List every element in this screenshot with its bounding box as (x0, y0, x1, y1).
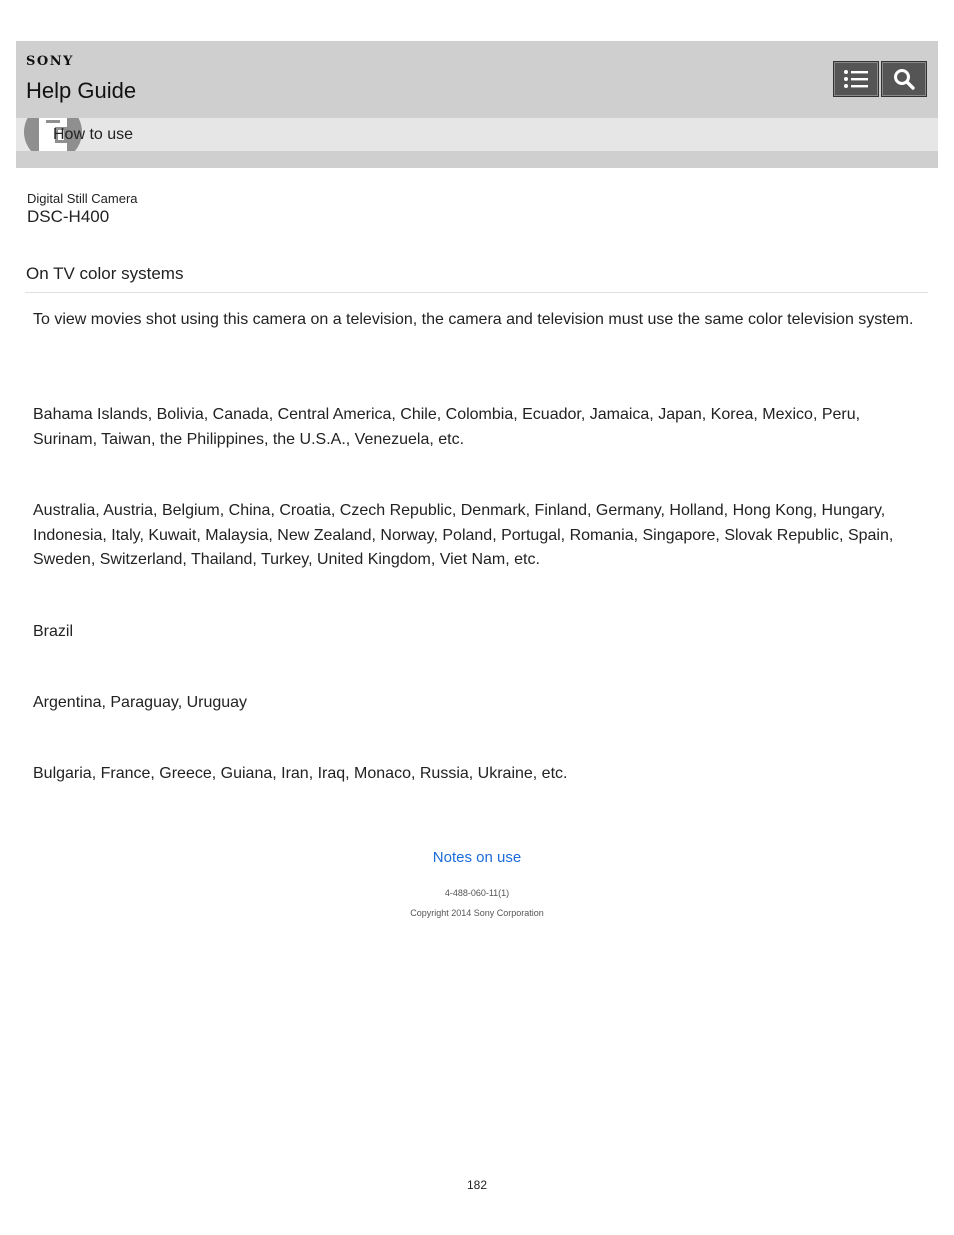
page-title: On TV color systems (26, 264, 184, 283)
search-button[interactable] (881, 61, 927, 97)
toc-button[interactable] (833, 61, 879, 97)
country-list-3: Brazil (33, 623, 74, 640)
header-strip (16, 151, 938, 168)
search-icon (892, 67, 916, 91)
page-number: 182 (466, 1178, 488, 1192)
notes-on-use-link[interactable]: Notes on use (432, 849, 522, 866)
help-guide-title[interactable]: Help Guide (26, 78, 137, 103)
sony-logo: SONY (26, 54, 74, 69)
country-list-4: Argentina, Paraguay, Uruguay (33, 694, 248, 711)
country-list-2: Australia, Austria, Belgium, China, Croatia, Czech Republic, Denmark, Finland, Germany, Holland, Hong Kong, Hungary, Indonesia, Italy, Kuwait, Malaysia, New Zealand, Norway, Poland, Portugal, Romania, Singapore, Slovak Republic, Spain, Sweden, Switzerland, Thailand, Turkey, United Kingdom, Viet Nam, etc. (33, 502, 894, 568)
country-list-5: Bulgaria, France, Greece, Guiana, Iran, Iraq, Monaco, Russia, Ukraine, etc. (33, 765, 568, 782)
product-type: Digital Still Camera (27, 191, 138, 206)
product-model: DSC-H400 (27, 207, 110, 226)
list-icon (843, 68, 869, 90)
country-list-1: Bahama Islands, Bolivia, Canada, Central America, Chile, Colombia, Ecuador, Jamaica, Japan, Korea, Mexico, Peru, Surinam, Taiwan, the Philippines, the U.S.A., Venezuela, etc. (33, 406, 861, 448)
breadcrumb-how-to-use[interactable]: How to use (53, 126, 134, 143)
title-divider (25, 292, 928, 293)
breadcrumb (16, 118, 938, 151)
page-header (16, 41, 938, 118)
intro-paragraph: To view movies shot using this camera on a television, the camera and television must use the same color television system. (33, 311, 914, 328)
copyright: Copyright 2014 Sony Corporation (410, 908, 544, 918)
document-code: 4-488-060-11(1) (444, 888, 510, 898)
